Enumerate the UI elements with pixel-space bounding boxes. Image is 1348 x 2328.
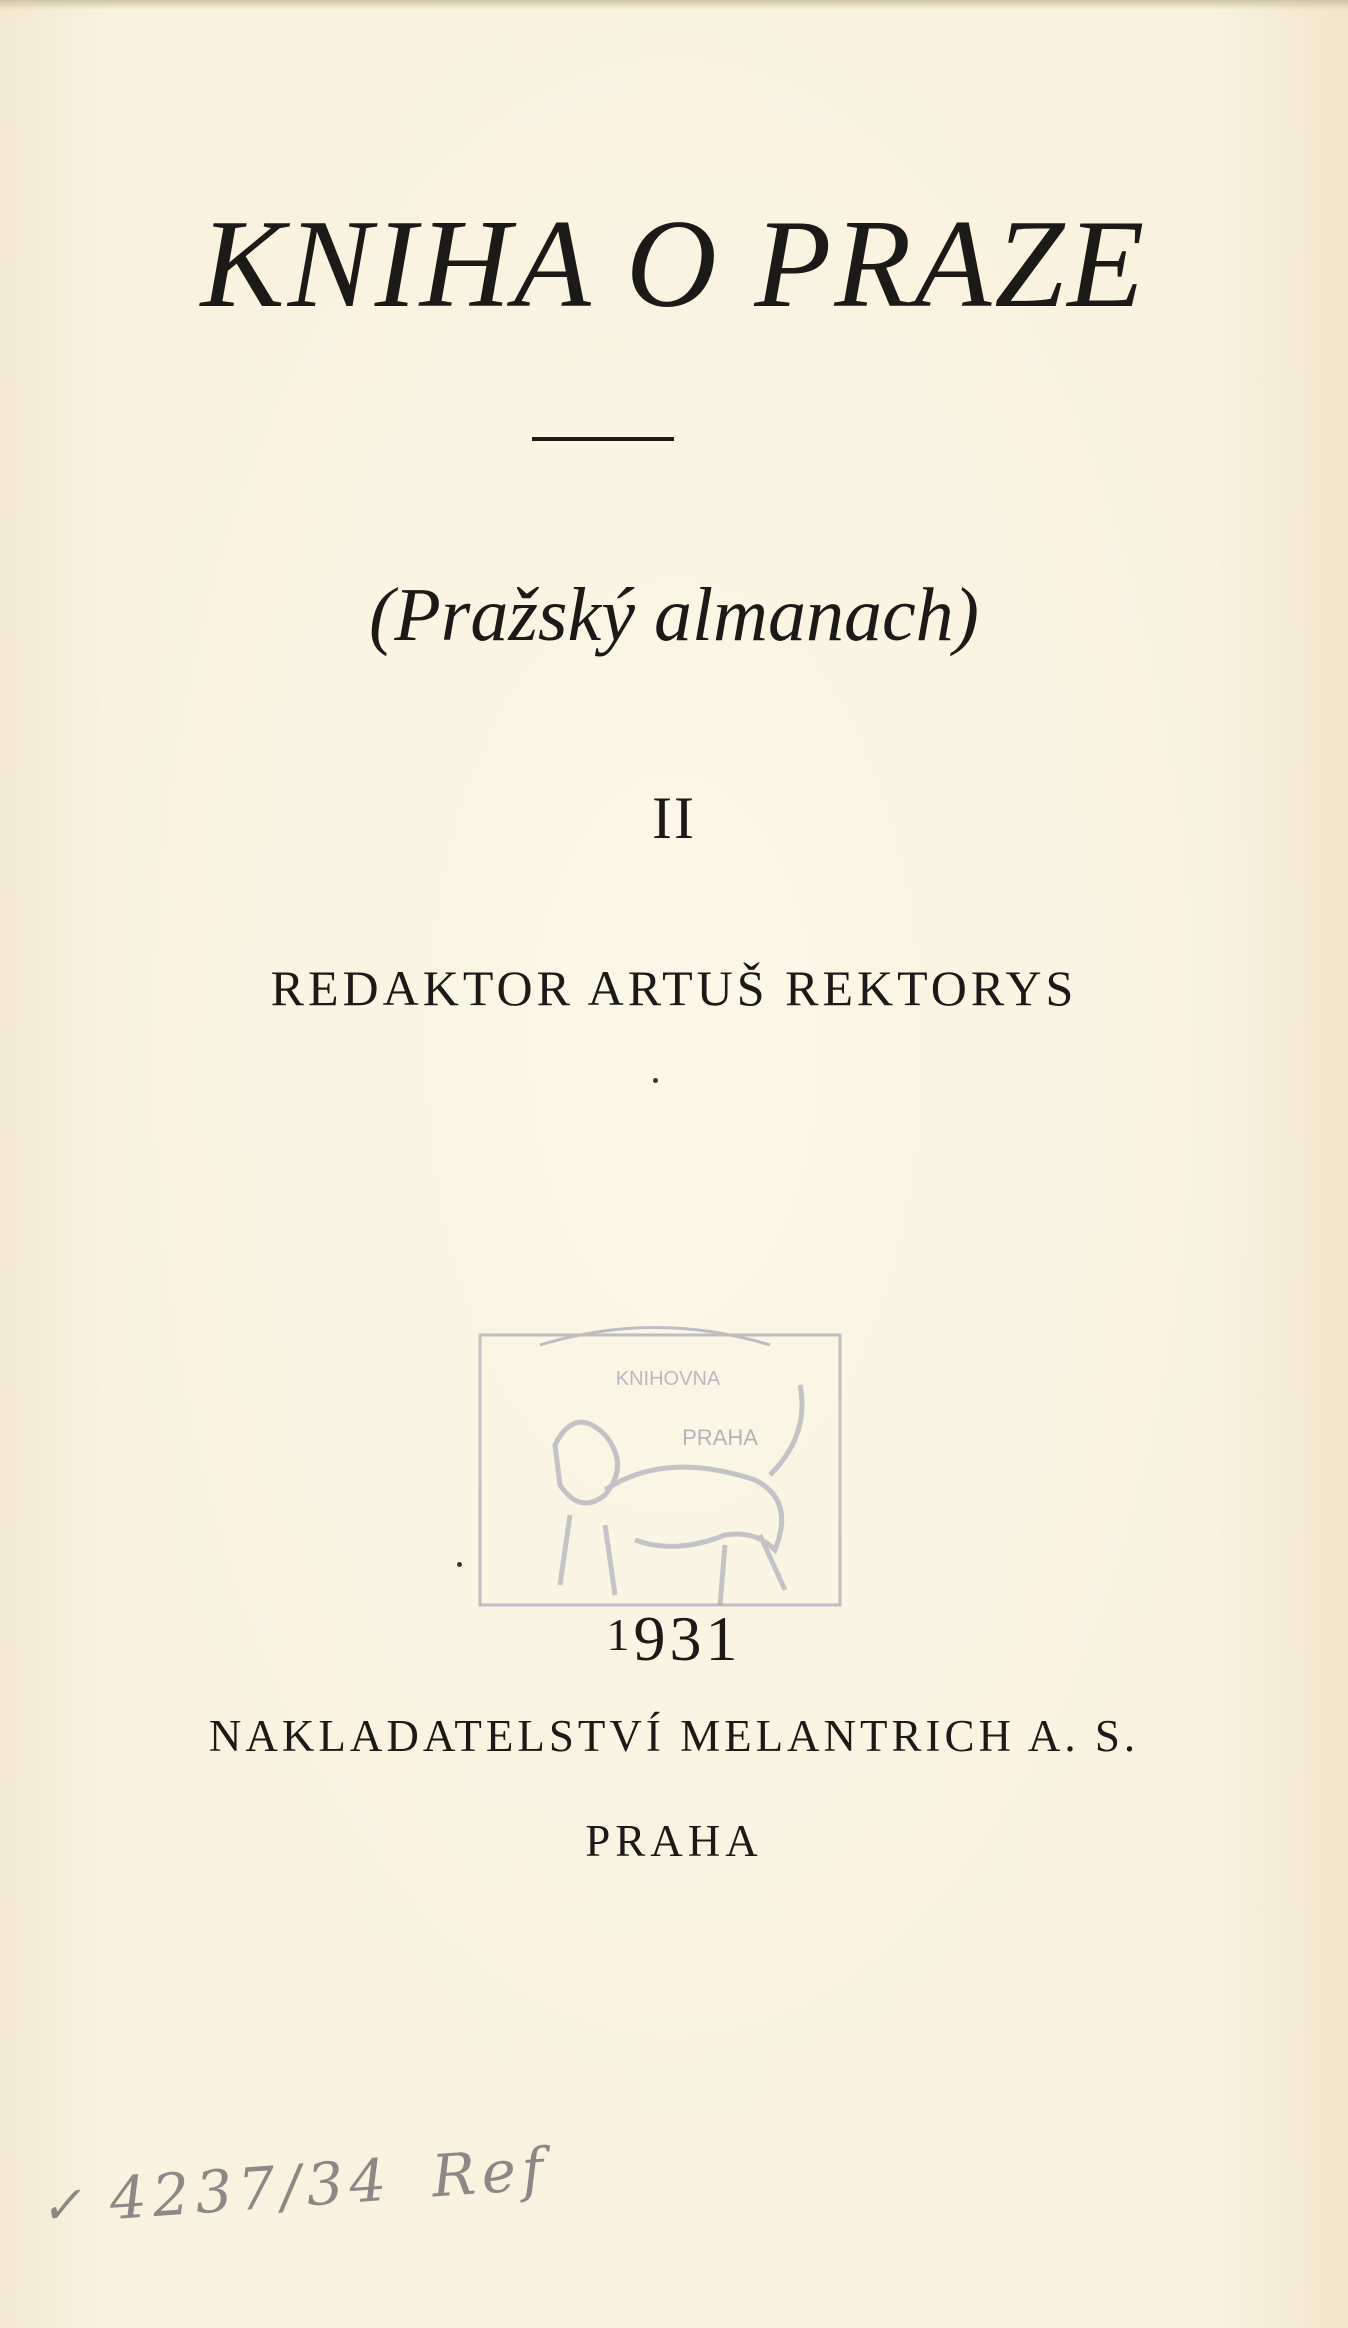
year-first-digit: 1 <box>606 1609 634 1660</box>
page-top-shadow <box>0 0 1348 10</box>
ink-speck <box>653 1078 658 1083</box>
stamp-top-text: KNIHOVNA <box>615 1368 721 1390</box>
title-divider <box>532 437 674 441</box>
book-title: KNIHA O PRAZE <box>200 195 1148 334</box>
show-through-text <box>85 225 1145 1945</box>
book-subtitle: (Pražský almanach) <box>369 573 979 657</box>
library-stamp <box>470 1315 870 1635</box>
lion-emblem <box>555 1385 802 1605</box>
volume-number: II <box>652 785 696 851</box>
stamp-city-text: PRAHA <box>682 1425 758 1450</box>
editor-line: REDAKTOR ARTUŠ REKTORYS <box>270 960 1078 1016</box>
pencil-inscription <box>38 2134 552 2237</box>
publisher-name: NAKLADATELSTVÍ MELANTRICH A. S. <box>208 1711 1140 1761</box>
pencil-number: 4237/34 <box>107 2145 395 2234</box>
pencil-tick-mark: ✓ <box>38 2174 91 2236</box>
year-rest: 931 <box>633 1603 742 1674</box>
pencil-ref: Ref <box>429 2134 552 2211</box>
publication-year <box>0 1595 1348 1679</box>
ink-speck <box>457 1562 462 1567</box>
publication-city: PRAHA <box>585 1816 763 1866</box>
